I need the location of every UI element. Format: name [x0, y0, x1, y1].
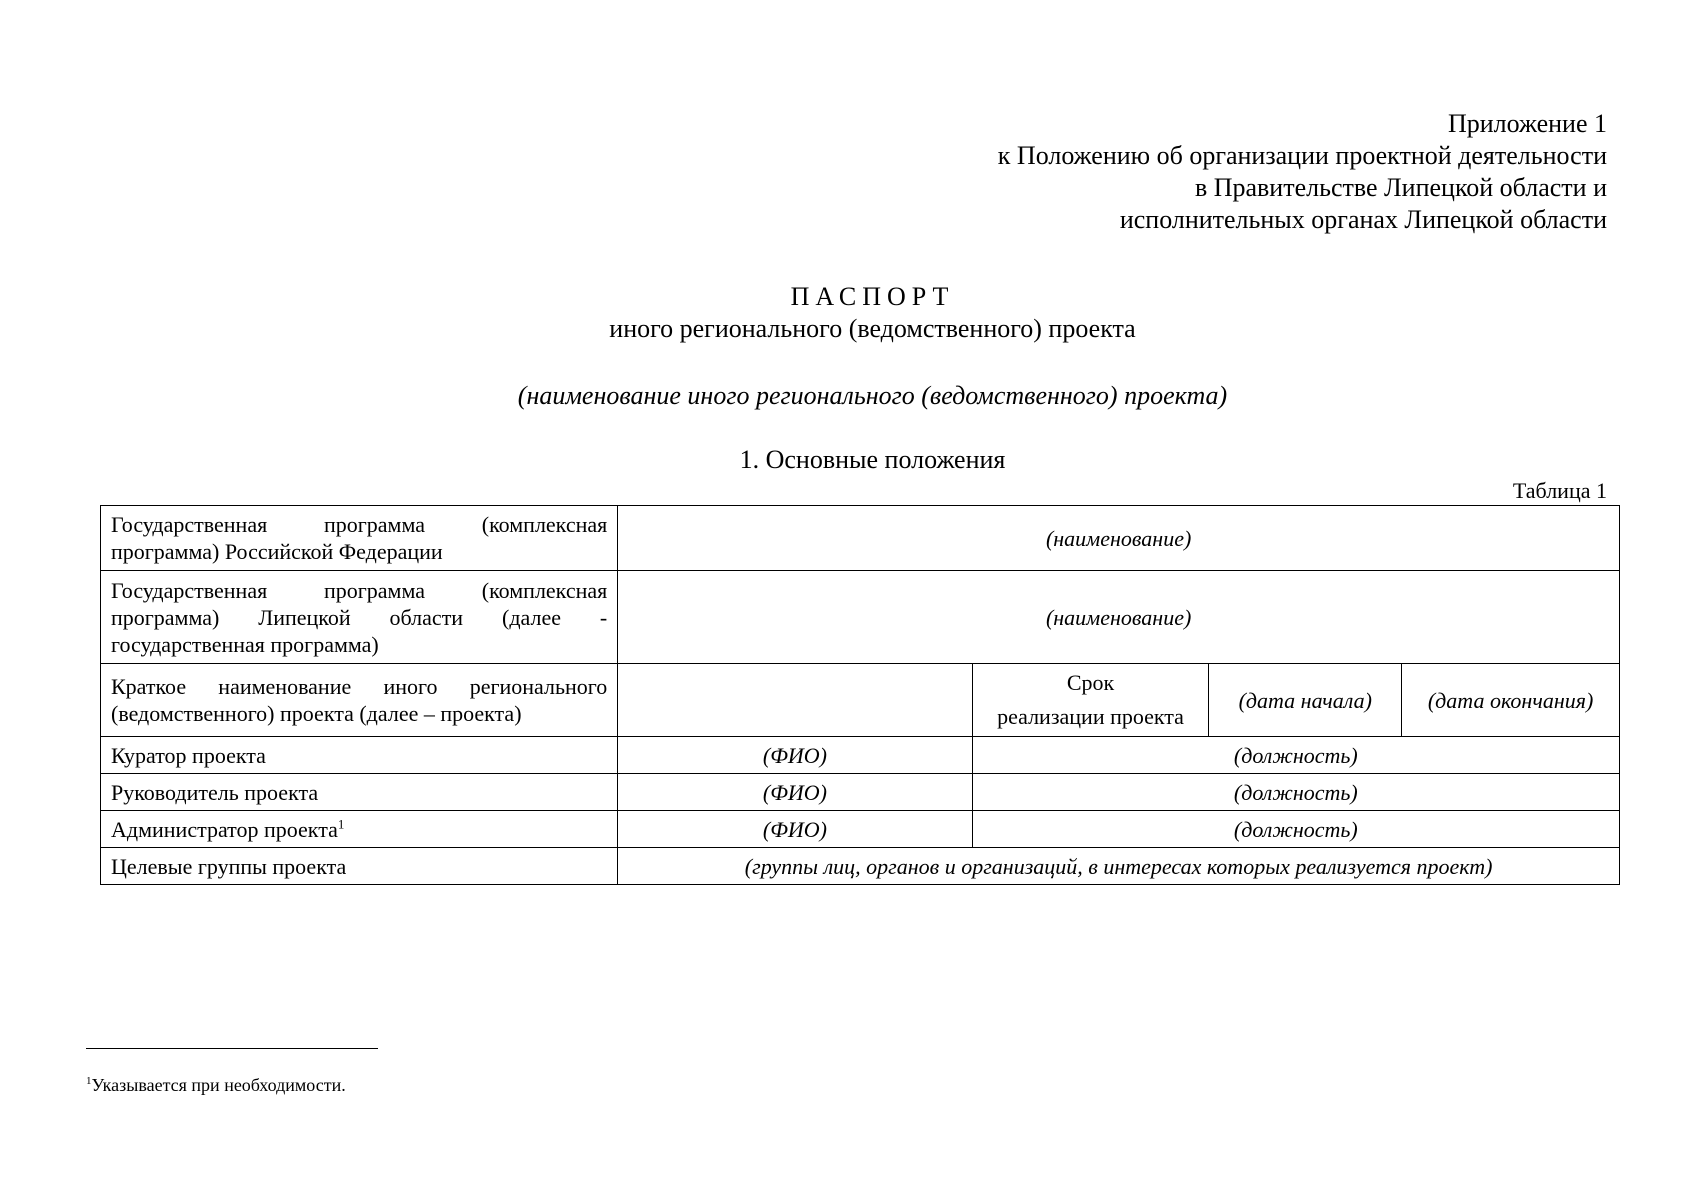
- manager-position: (должность): [972, 774, 1619, 811]
- appendix-line-3: в Правительстве Липецкой области и: [1194, 173, 1607, 202]
- footnote-mark: 1: [86, 1075, 92, 1087]
- appendix-line-4: исполнительных органах Липецкой области: [1119, 205, 1607, 234]
- administrator-label-cell: [101, 811, 618, 848]
- curator-fio: (ФИО): [618, 737, 972, 774]
- term-end-date: (дата окончания): [1402, 664, 1620, 737]
- regional-program-value: (наименование): [618, 571, 1620, 664]
- manager-fio: (ФИО): [618, 774, 972, 811]
- term-label-line-1: Срок: [1066, 670, 1115, 695]
- federal-program-value: (наименование): [618, 506, 1620, 571]
- passport-subtitle: иного регионального (ведомственного) проекта: [609, 314, 1136, 343]
- short-name-label: Краткое наименование иного регионального (ведомственного) проекта (далее – проекта): [101, 664, 618, 737]
- table-label: Таблица 1: [1512, 478, 1607, 503]
- main-provisions-table: [100, 505, 1620, 885]
- project-name-placeholder: (наименование иного регионального (ведомственного) проекта): [517, 381, 1228, 410]
- table-row-administrator: [101, 811, 1620, 848]
- term-label-line-2: реализации проекта: [997, 704, 1184, 729]
- passport-heading: ПАСПОРТ: [790, 282, 955, 311]
- federal-program-label: Государственная программа (комплексная программа) Российской Федерации: [101, 506, 618, 571]
- table-row-manager: [101, 774, 1620, 811]
- footnote-text: Указывается при необходимости.: [91, 1075, 346, 1095]
- target-groups-value: (группы лиц, органов и организаций, в интересах которых реализуется проект): [618, 848, 1620, 885]
- curator-label: Куратор проекта: [101, 737, 618, 774]
- table-row-curator: [101, 737, 1620, 774]
- regional-program-label: Государственная программа (комплексная программа) Липецкой области (далее - государственная программа): [101, 571, 618, 664]
- table-row-short-name: [101, 664, 1620, 737]
- term-start-date: (дата начала): [1209, 664, 1402, 737]
- appendix-line-1: Приложение 1: [1447, 109, 1607, 138]
- footnote-divider: [86, 1048, 378, 1049]
- term-label: [972, 664, 1209, 737]
- administrator-fio: (ФИО): [618, 811, 972, 848]
- section-title: 1. Основные положения: [739, 445, 1006, 474]
- table-row-target-groups: [101, 848, 1620, 885]
- administrator-position: (должность): [972, 811, 1619, 848]
- administrator-label: Администратор проекта: [111, 816, 338, 842]
- curator-position: (должность): [972, 737, 1619, 774]
- table-row-regional-program: [101, 571, 1620, 664]
- table-row-federal-program: [101, 506, 1620, 571]
- short-name-value: [618, 664, 972, 737]
- target-groups-label: Целевые группы проекта: [101, 848, 618, 885]
- administrator-footnote-mark: 1: [337, 816, 345, 832]
- manager-label: Руководитель проекта: [101, 774, 618, 811]
- appendix-line-2: к Положению об организации проектной деятельности: [997, 141, 1607, 170]
- footnote: [86, 1074, 346, 1096]
- appendix-header: [998, 108, 1607, 236]
